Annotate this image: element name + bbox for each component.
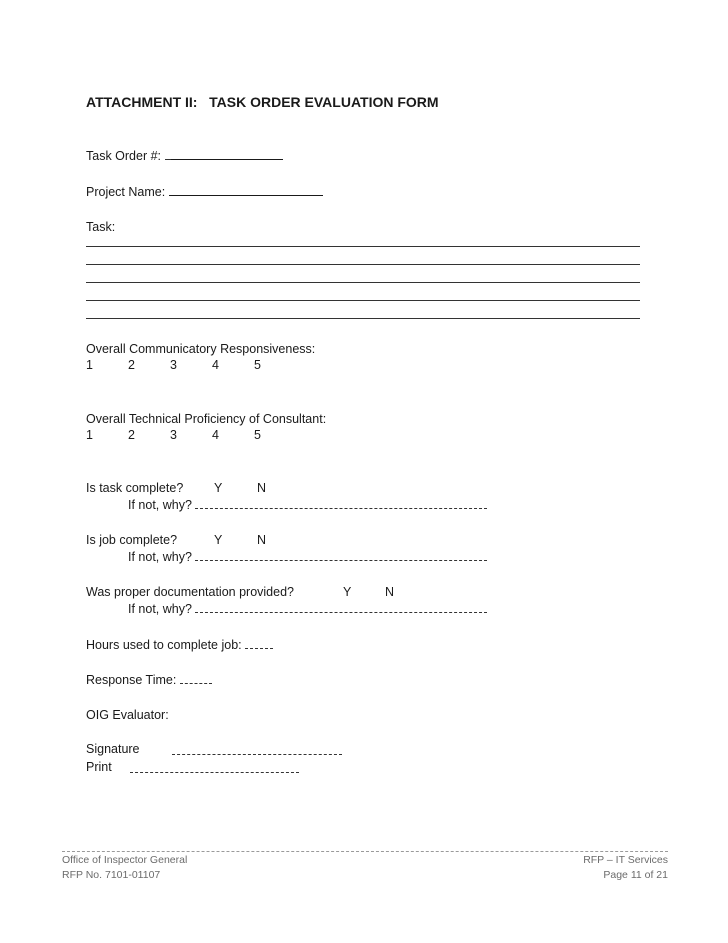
rating-option[interactable]: 5 [254, 358, 261, 372]
footer-divider [62, 851, 668, 852]
evaluator-label: OIG Evaluator: [86, 708, 169, 722]
rating-option[interactable]: 3 [170, 428, 177, 442]
footer-rfp-number: RFP No. 7101-01107 [62, 869, 161, 881]
rating-option[interactable]: 5 [254, 428, 261, 442]
why-field [128, 601, 487, 617]
print-label: Print [86, 760, 112, 774]
task-order-label: Task Order #: [86, 149, 165, 163]
yes-option[interactable]: Y [214, 481, 223, 495]
no-option[interactable]: N [385, 585, 395, 599]
project-name-blank[interactable] [169, 184, 323, 196]
task-line[interactable] [86, 282, 640, 283]
task-line[interactable] [86, 246, 640, 247]
footer-rfp-title: RFP – IT Services [583, 854, 668, 866]
rating-option[interactable]: 4 [212, 358, 219, 372]
technical-label: Overall Technical Proficiency of Consultant: [86, 412, 327, 426]
task-line[interactable] [86, 300, 640, 301]
task-order-blank[interactable] [171, 148, 283, 160]
task-order-field [86, 148, 283, 164]
why-blank[interactable] [195, 601, 487, 613]
task-label: Task: [86, 220, 116, 234]
response-time-field [86, 672, 212, 688]
no-option[interactable]: N [257, 533, 267, 547]
yes-option[interactable]: Y [343, 585, 352, 599]
why-blank[interactable] [195, 549, 487, 561]
task-line[interactable] [86, 318, 640, 319]
task-complete-question: Is task complete? [86, 481, 184, 495]
signature-blank[interactable] [172, 743, 342, 755]
project-name-field [86, 184, 323, 200]
hours-field [86, 637, 273, 653]
why-label: If not, why? [128, 602, 196, 616]
rating-option[interactable]: 4 [212, 428, 219, 442]
communicatory-ratings [86, 357, 296, 373]
why-field [128, 549, 487, 565]
no-option[interactable]: N [257, 481, 267, 495]
technical-ratings [86, 427, 296, 443]
documentation-question: Was proper documentation provided? [86, 585, 294, 599]
job-complete-question: Is job complete? [86, 533, 178, 547]
footer-page-number: Page 11 of 21 [603, 869, 668, 881]
footer-office: Office of Inspector General [62, 854, 188, 866]
form-title: ATTACHMENT II: TASK ORDER EVALUATION FORM [86, 94, 439, 110]
print-blank[interactable] [130, 761, 299, 773]
task-line[interactable] [86, 264, 640, 265]
yes-option[interactable]: Y [214, 533, 223, 547]
rating-option[interactable]: 1 [86, 428, 93, 442]
rating-option[interactable]: 3 [170, 358, 177, 372]
response-time-blank[interactable] [180, 672, 212, 684]
why-field [128, 497, 487, 513]
why-label: If not, why? [128, 498, 196, 512]
rating-option[interactable]: 2 [128, 428, 135, 442]
project-name-label: Project Name: [86, 185, 169, 199]
why-blank[interactable] [195, 497, 487, 509]
signature-label: Signature [86, 742, 140, 756]
rating-option[interactable]: 1 [86, 358, 93, 372]
hours-blank[interactable] [245, 637, 273, 649]
rating-option[interactable]: 2 [128, 358, 135, 372]
hours-label: Hours used to complete job: [86, 638, 246, 652]
why-label: If not, why? [128, 550, 196, 564]
response-time-label: Response Time: [86, 673, 180, 687]
communicatory-label: Overall Communicatory Responsiveness: [86, 342, 316, 356]
